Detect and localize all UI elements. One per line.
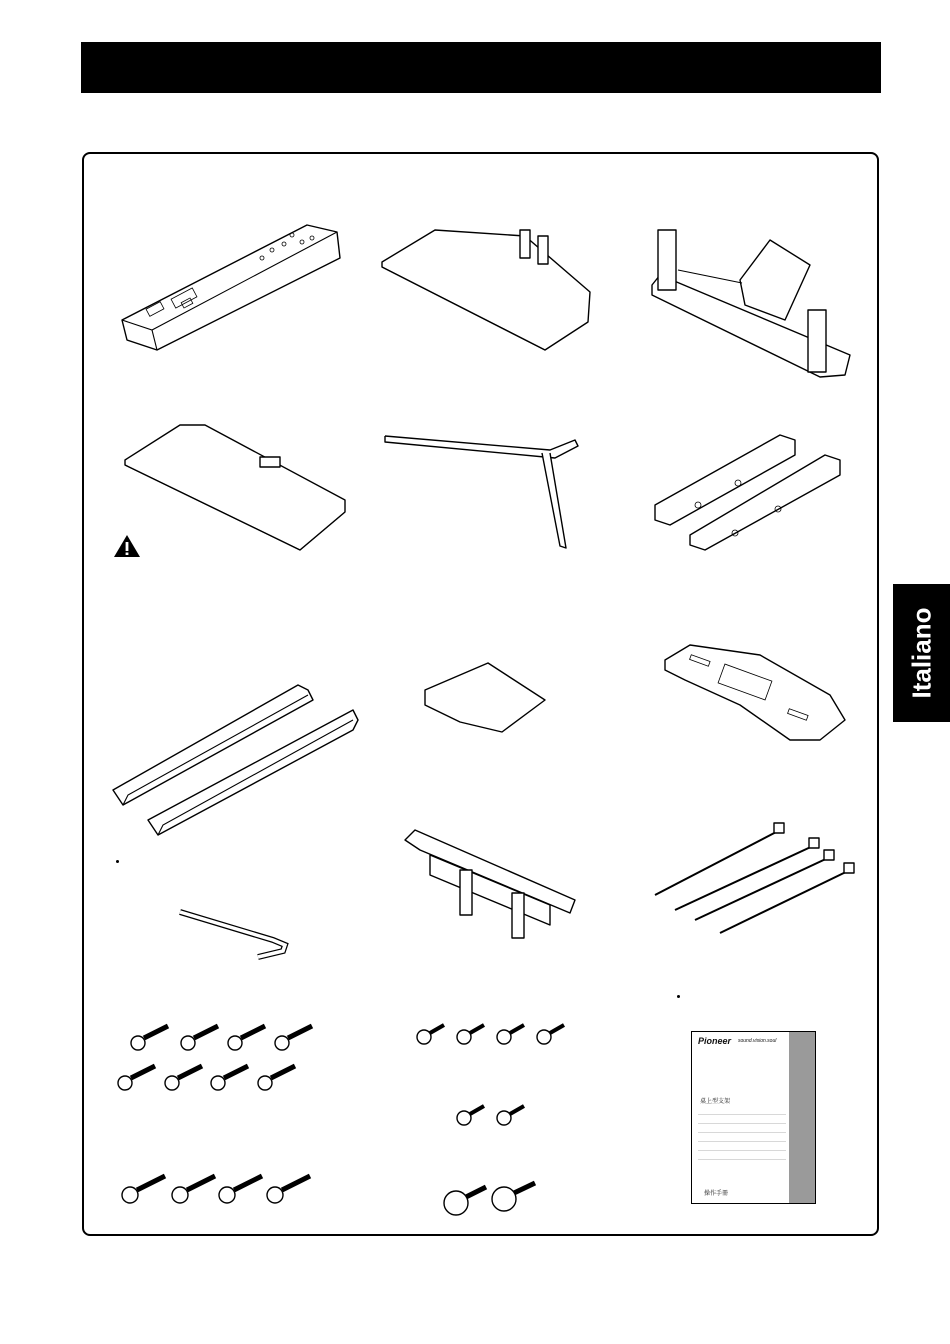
part-bolts-group-d: [115, 1168, 320, 1208]
part-warning-icon: [113, 534, 141, 558]
part-cable-ties: [650, 815, 860, 935]
manual-language-rows: [698, 1106, 786, 1160]
part-bolts-group-a: [110, 1018, 320, 1098]
bullet-dot: [116, 860, 119, 863]
part-hex-key: [173, 905, 293, 965]
title-bar: [81, 42, 881, 93]
part-foot-pad: [660, 640, 850, 750]
part-cover-rails: [108, 680, 366, 840]
part-screws-group-b: [412, 1015, 572, 1055]
language-tab-label: Italiano: [906, 607, 936, 699]
manual-brand: Pioneer: [698, 1036, 732, 1046]
part-cable-arm: [380, 428, 590, 558]
part-thumb-screws: [440, 1175, 545, 1220]
manual-caption: 桌上型支架: [700, 1099, 731, 1105]
manual-footer: 操作手冊: [704, 1191, 729, 1197]
part-stand-column: [112, 210, 347, 355]
manual-spine: [789, 1032, 815, 1203]
part-base-frame: [650, 225, 860, 385]
part-screws-group-c: [452, 1098, 532, 1133]
part-glass-shelf-bottom: [120, 420, 350, 555]
bullet-dot: [677, 995, 680, 998]
part-plate: [420, 660, 550, 735]
part-bracket: [400, 805, 578, 945]
part-glass-shelf-top: [380, 222, 595, 352]
language-tab: [893, 584, 950, 722]
part-side-rails: [650, 425, 845, 555]
manual-brand-tagline: sound.vision.soul: [738, 1038, 777, 1044]
operating-manual: [691, 1031, 816, 1204]
